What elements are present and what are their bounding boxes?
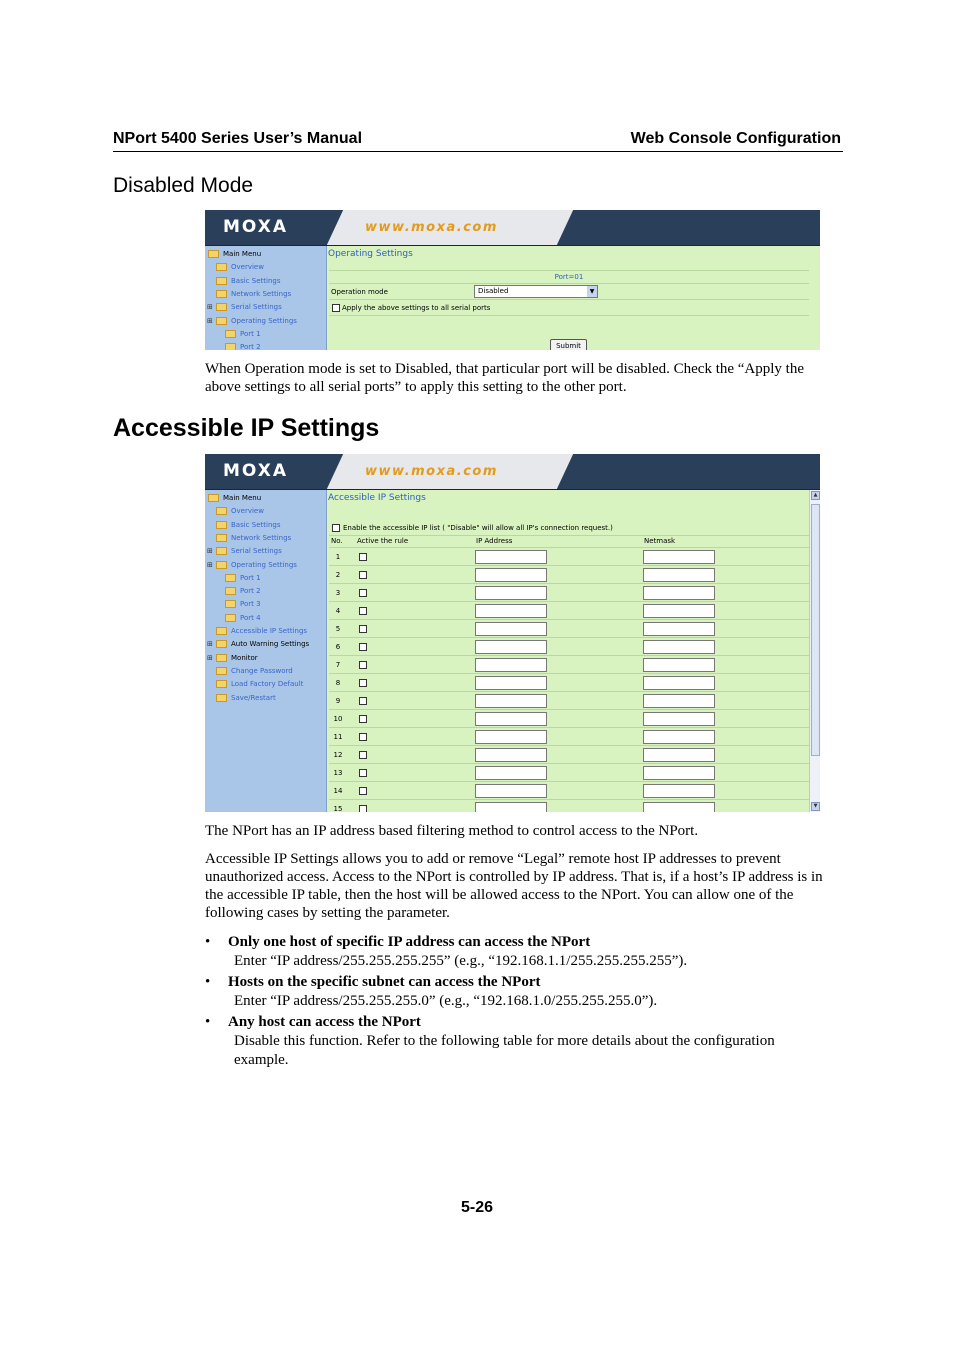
ip-address-input[interactable]: [475, 730, 547, 744]
active-rule-checkbox[interactable]: [359, 787, 367, 795]
ip-address-input[interactable]: [475, 802, 547, 812]
menu-item-serial-settings[interactable]: [207, 545, 282, 557]
page-number: 5-26: [460, 1199, 494, 1216]
menu-item-label: Operating Settings: [231, 560, 297, 569]
table-row: [329, 746, 809, 764]
col-netmask: Netmask: [644, 537, 676, 545]
menu-item-label: Port 2: [240, 343, 261, 350]
folder-icon: [216, 694, 227, 702]
netmask-input[interactable]: [643, 640, 715, 654]
menu-item-accessible-ip-settings[interactable]: [216, 625, 307, 637]
active-rule-checkbox[interactable]: [359, 553, 367, 561]
operation-mode-select[interactable]: [474, 285, 598, 298]
apply-all-checkbox[interactable]: [332, 304, 340, 312]
enable-list-row: [329, 522, 809, 536]
page-header: [113, 130, 843, 152]
ip-address-input[interactable]: [475, 622, 547, 636]
active-rule-checkbox[interactable]: [359, 751, 367, 759]
expand-icon[interactable]: ⊞: [207, 303, 213, 312]
menu-item-port-1[interactable]: [225, 328, 261, 340]
menu-item-network-settings[interactable]: [216, 532, 291, 544]
menu-item-label: Network Settings: [231, 289, 292, 298]
folder-icon: [216, 627, 227, 635]
operation-mode-label: Operation mode: [331, 288, 388, 296]
submit-button-label: Submit: [556, 342, 581, 350]
row-number: 2: [335, 571, 341, 579]
moxa-banner: [205, 454, 820, 490]
table-row: [329, 566, 809, 584]
ip-address-input[interactable]: [475, 586, 547, 600]
folder-icon: [216, 507, 227, 515]
bullet-desc: Disable this function. Refer to the following table for more details about the configuration example.: [234, 1033, 775, 1068]
menu-item-label: Port 4: [240, 613, 261, 622]
table-row: [329, 656, 809, 674]
folder-icon: [225, 600, 236, 608]
main-menu-sidebar: [205, 246, 327, 350]
folder-icon: [216, 290, 227, 298]
menu-item-label: Basic Settings: [231, 276, 281, 285]
table-row: [329, 728, 809, 746]
netmask-input[interactable]: [643, 712, 715, 726]
menu-item-port-2[interactable]: [225, 341, 261, 350]
folder-icon: [216, 654, 227, 662]
netmask-input[interactable]: [643, 694, 715, 708]
active-rule-checkbox[interactable]: [359, 805, 367, 812]
col-active: Active the rule: [357, 537, 409, 545]
netmask-input[interactable]: [643, 550, 715, 564]
moxa-logo: MOXA: [223, 217, 289, 237]
page-title: Operating Settings: [328, 249, 413, 259]
folder-icon: [225, 330, 236, 338]
scrollbar[interactable]: [809, 490, 820, 812]
ip-address-input[interactable]: [475, 766, 547, 780]
ip-address-input[interactable]: [475, 712, 547, 726]
disabled-mode-paragraph: When Operation mode is set to Disabled, that particular port will be disabled. Check the “Apply the above settings to all serial ports” to apply this setting to the other port.: [205, 361, 805, 395]
menu-item-label: Accessible IP Settings: [231, 627, 308, 635]
menu-item-label: Save/Restart: [231, 693, 276, 702]
row-number: 6: [335, 643, 341, 651]
menu-item-save-restart[interactable]: [216, 692, 276, 704]
submit-button[interactable]: [550, 339, 587, 350]
netmask-input[interactable]: [643, 748, 715, 762]
port-header-row: [329, 270, 809, 284]
active-rule-checkbox[interactable]: [359, 715, 367, 723]
menu-item-label: Overview: [231, 507, 264, 516]
active-rule-checkbox[interactable]: [359, 661, 367, 669]
bullet-title: Hosts on the specific subnet can access the NPort: [228, 974, 541, 990]
menu-item-port-2[interactable]: [225, 585, 261, 597]
expand-icon[interactable]: ⊞: [207, 640, 213, 649]
menu-item-label: Operating Settings: [231, 316, 297, 325]
folder-icon: [216, 561, 227, 569]
content-panel: [327, 246, 820, 350]
row-number: 1: [335, 553, 341, 561]
active-rule-checkbox[interactable]: [359, 769, 367, 777]
menu-item-overview[interactable]: [216, 505, 264, 517]
ip-address-input[interactable]: [475, 748, 547, 762]
folder-icon: [216, 263, 227, 271]
menu-item-label: Main Menu: [223, 494, 262, 502]
apply-all-row: [329, 301, 809, 316]
menu-item-monitor[interactable]: [207, 652, 258, 664]
col-no: No.: [331, 537, 343, 545]
menu-item-main-menu[interactable]: [208, 248, 261, 260]
menu-item-label: Serial Settings: [231, 303, 282, 312]
table-row: [329, 584, 809, 602]
ip-address-input[interactable]: [475, 658, 547, 672]
ip-address-input[interactable]: [475, 676, 547, 690]
ip-address-input[interactable]: [475, 694, 547, 708]
bullet-title: Only one host of specific IP address can access the NPort: [228, 934, 591, 950]
content-panel: [327, 490, 810, 812]
active-rule-checkbox[interactable]: [359, 625, 367, 633]
menu-item-label: Port 2: [240, 587, 261, 596]
menu-item-operating-settings[interactable]: [207, 559, 297, 571]
row-number: 15: [333, 805, 343, 812]
row-number: 11: [333, 733, 343, 741]
menu-item-serial-settings[interactable]: [207, 301, 282, 313]
enable-list-checkbox[interactable]: [332, 524, 340, 532]
row-number: 5: [335, 625, 341, 633]
folder-icon: [216, 667, 227, 675]
table-row: [329, 800, 809, 812]
operation-mode-row: [329, 284, 809, 300]
active-rule-checkbox[interactable]: [359, 571, 367, 579]
table-row: [329, 692, 809, 710]
menu-item-load-factory-default[interactable]: [216, 678, 303, 690]
row-number: 7: [335, 661, 341, 669]
table-row: [329, 674, 809, 692]
menu-item-label: Network Settings: [231, 533, 292, 542]
active-rule-checkbox[interactable]: [359, 643, 367, 651]
folder-icon: [225, 574, 236, 582]
active-rule-checkbox[interactable]: [359, 679, 367, 687]
menu-item-port-4[interactable]: [225, 612, 261, 624]
netmask-input[interactable]: [643, 586, 715, 600]
folder-icon: [216, 277, 227, 285]
folder-icon: [225, 343, 236, 350]
ip-table-header: [329, 536, 809, 548]
menu-item-label: Overview: [231, 263, 264, 272]
menu-item-label: Serial Settings: [231, 547, 282, 556]
active-rule-checkbox[interactable]: [359, 607, 367, 615]
nport-filter-paragraph: The NPort has an IP address based filtering method to control access to the NPort.: [205, 823, 699, 839]
menu-item-change-password[interactable]: [216, 665, 293, 677]
folder-icon: [225, 614, 236, 622]
folder-icon: [216, 521, 227, 529]
folder-icon: [225, 587, 236, 595]
row-number: 10: [333, 715, 343, 723]
menu-item-basic-settings[interactable]: [216, 519, 280, 531]
bullet-dot: •: [205, 934, 211, 950]
table-row: [329, 710, 809, 728]
table-row: [329, 620, 809, 638]
menu-item-port-3[interactable]: [225, 598, 261, 610]
menu-item-label: Auto Warning Settings: [231, 640, 310, 649]
folder-icon: [208, 250, 219, 258]
screenshot-accessible-ip-settings: [205, 454, 820, 812]
screenshot-operating-settings: [205, 210, 820, 350]
moxa-banner: [205, 210, 820, 246]
netmask-input[interactable]: [643, 604, 715, 618]
accessible-ip-paragraph: Accessible IP Settings allows you to add or remove “Legal” remote host IP addresses to prevent unauthorized access. Access to the NPort is controlled by IP address. That is, if a host’s IP address is in the accessible IP table, then the host will be allowed access to the NPort. You can allow one of the following cases by setting the parameter.: [205, 851, 823, 921]
netmask-input[interactable]: [643, 766, 715, 780]
operation-mode-value: Disabled: [478, 287, 509, 295]
menu-item-basic-settings[interactable]: [216, 275, 280, 287]
netmask-input[interactable]: [643, 658, 715, 672]
active-rule-checkbox[interactable]: [359, 589, 367, 597]
netmask-input[interactable]: [643, 730, 715, 744]
table-row: [329, 764, 809, 782]
table-row: [329, 548, 809, 566]
ip-address-input[interactable]: [475, 604, 547, 618]
menu-item-label: Port 3: [240, 600, 261, 609]
menu-item-label: Main Menu: [223, 250, 262, 258]
scroll-up-icon[interactable]: ▲: [811, 491, 820, 500]
menu-item-label: Change Password: [231, 666, 293, 675]
col-ip-address: IP Address: [476, 537, 513, 545]
folder-icon: [216, 680, 227, 688]
row-number: 8: [335, 679, 341, 687]
enable-list-label: Enable the accessible IP list ( "Disable" will allow all IP's connection request.): [343, 524, 613, 532]
netmask-input[interactable]: [643, 568, 715, 582]
table-row: [329, 638, 809, 656]
menu-item-main-menu[interactable]: [208, 492, 261, 504]
menu-item-port-1[interactable]: [225, 572, 261, 584]
moxa-url: www.moxa.com: [365, 220, 498, 235]
folder-icon: [216, 640, 227, 648]
menu-item-label: Load Factory Default: [231, 680, 304, 689]
folder-icon: [216, 317, 227, 325]
table-row: [329, 602, 809, 620]
row-number: 13: [333, 769, 343, 777]
bullet-title: Any host can access the NPort: [228, 1014, 421, 1030]
folder-icon: [216, 547, 227, 555]
ip-address-input[interactable]: [475, 550, 547, 564]
expand-icon[interactable]: ⊞: [207, 653, 213, 662]
ip-address-input[interactable]: [475, 568, 547, 582]
bullet-desc: Enter “IP address/255.255.255.255” (e.g., “192.168.1.1/255.255.255.255”).: [234, 953, 688, 969]
chapter-title: Web Console Configuration: [630, 130, 841, 147]
moxa-url: www.moxa.com: [365, 464, 498, 479]
folder-icon: [216, 534, 227, 542]
active-rule-checkbox[interactable]: [359, 697, 367, 705]
apply-all-label: Apply the above settings to all serial ports: [342, 304, 491, 312]
folder-icon: [208, 494, 219, 502]
section-heading-disabled-mode: Disabled Mode: [113, 174, 254, 197]
netmask-input[interactable]: [643, 784, 715, 798]
expand-icon[interactable]: ⊞: [207, 547, 213, 556]
row-number: 4: [335, 607, 341, 615]
row-number: 14: [333, 787, 343, 795]
bullet-desc: Enter “IP address/255.255.255.0” (e.g., “192.168.1.0/255.255.255.0”).: [234, 993, 658, 1009]
menu-item-label: Monitor: [231, 653, 258, 662]
menu-item-label: Port 1: [240, 573, 261, 582]
scroll-down-icon[interactable]: ▼: [811, 802, 820, 811]
moxa-logo: MOXA: [223, 461, 289, 481]
section-heading-accessible-ip: Accessible IP Settings: [113, 414, 380, 442]
menu-item-label: Port 1: [240, 329, 261, 338]
page-title: Accessible IP Settings: [328, 493, 426, 503]
menu-item-operating-settings[interactable]: [207, 315, 297, 327]
menu-item-auto-warning-settings[interactable]: [207, 638, 310, 650]
row-number: 9: [335, 697, 341, 705]
bullet-dot: •: [205, 974, 211, 990]
menu-item-overview[interactable]: [216, 261, 264, 273]
active-rule-checkbox[interactable]: [359, 733, 367, 741]
ip-address-input[interactable]: [475, 784, 547, 798]
row-number: 12: [333, 751, 343, 759]
expand-icon[interactable]: ⊞: [207, 560, 213, 569]
folder-icon: [216, 303, 227, 311]
main-menu-sidebar: [205, 490, 327, 812]
menu-item-network-settings[interactable]: [216, 288, 291, 300]
port-label: Port=01: [554, 273, 584, 281]
netmask-input[interactable]: [643, 622, 715, 636]
bullet-dot: •: [205, 1014, 211, 1030]
menu-item-label: Basic Settings: [231, 520, 281, 529]
ip-address-input[interactable]: [475, 640, 547, 654]
expand-icon[interactable]: ⊞: [207, 316, 213, 325]
manual-title: NPort 5400 Series User’s Manual: [113, 130, 363, 147]
netmask-input[interactable]: [643, 676, 715, 690]
chevron-down-icon: ▼: [587, 286, 597, 297]
scroll-thumb[interactable]: [811, 504, 820, 756]
netmask-input[interactable]: [643, 802, 715, 812]
table-row: [329, 782, 809, 800]
row-number: 3: [335, 589, 341, 597]
